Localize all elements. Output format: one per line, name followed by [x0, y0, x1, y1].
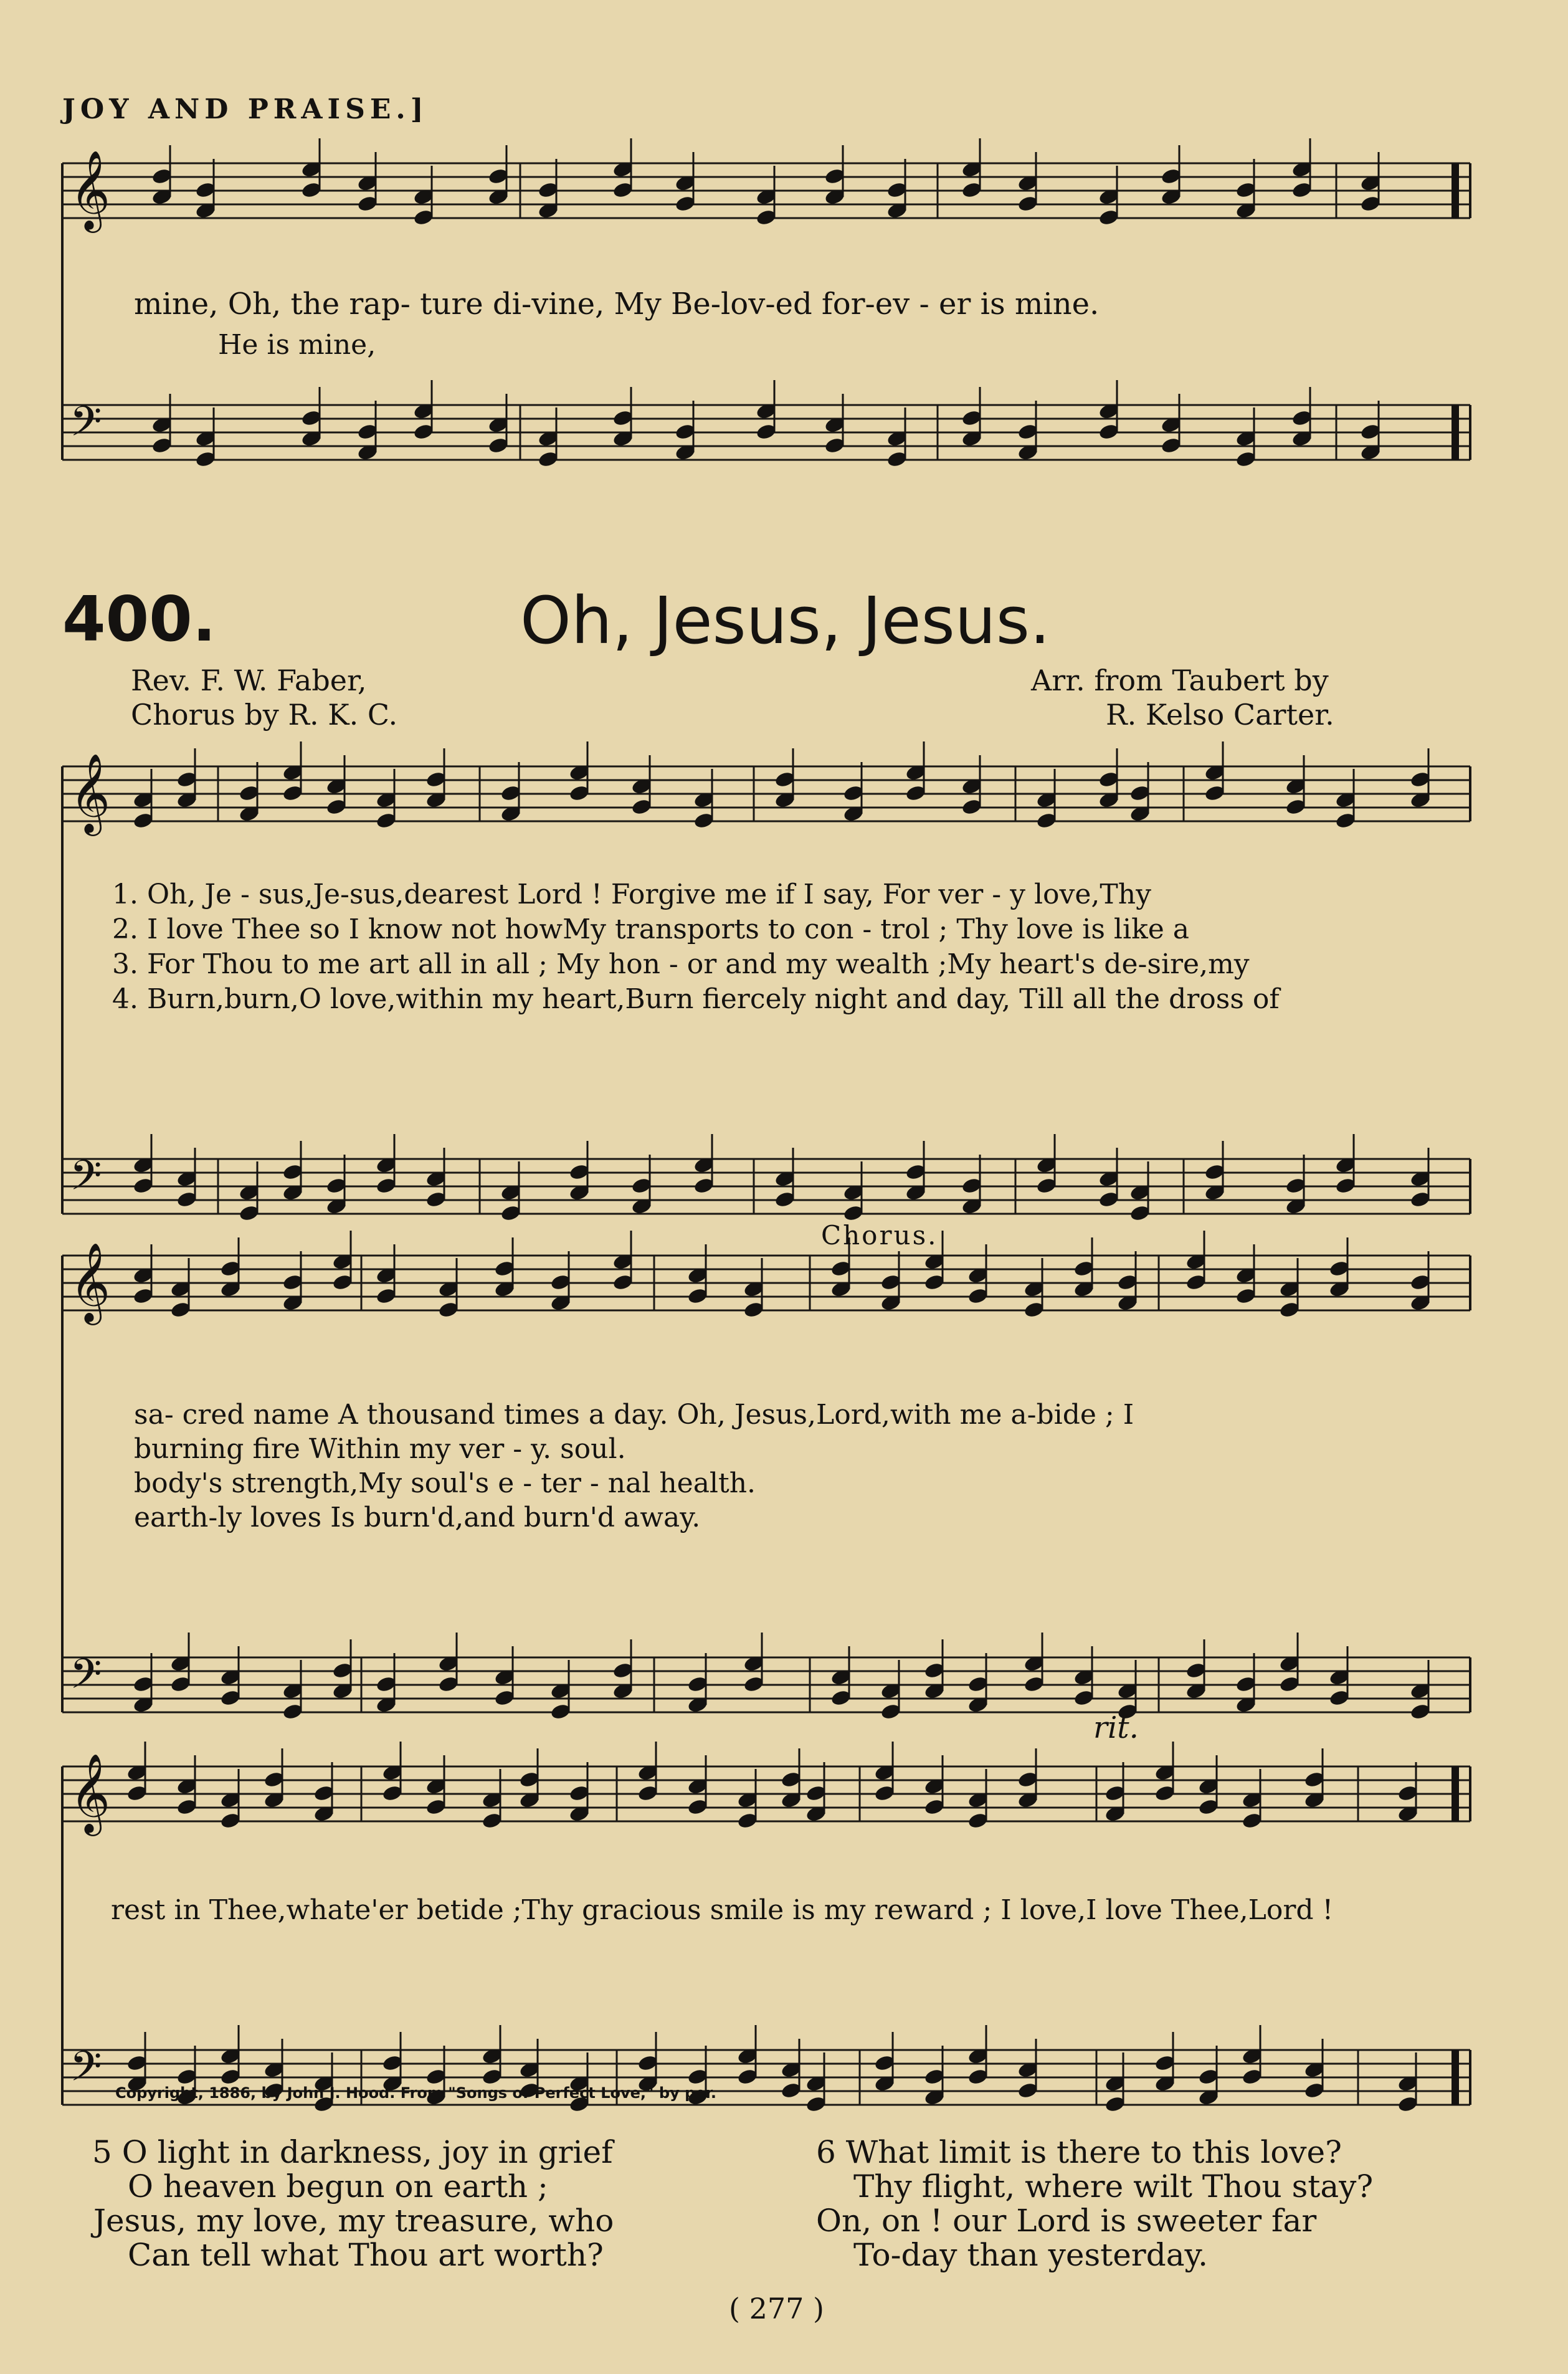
verse-1-line: 1. Oh, Je - sus,Je-sus,dearest Lord ! Forgive me if I say, For ver - y love,Thy	[112, 879, 1151, 910]
svg-text:𝄢: 𝄢	[70, 1650, 102, 1708]
chorus-label: Chorus.	[821, 1220, 938, 1251]
system2-verse-3: body's strength,My soul's e - ter - nal health.	[134, 1467, 756, 1499]
svg-text:𝄞: 𝄞	[70, 150, 111, 229]
stanza-5-line-4: Can tell what Thou art worth?	[128, 2237, 604, 2273]
stanza-6-line-2: Thy flight, where wilt Thou stay?	[853, 2168, 1374, 2205]
page-number: ( 277 )	[729, 2292, 824, 2325]
verse-4-line: 4. Burn,burn,O love,within my heart,Burn fiercely night and day, Till all the dross of	[112, 983, 1280, 1015]
book-header: JOY AND PRAISE.]	[62, 93, 429, 125]
svg-text:𝄞: 𝄞	[70, 753, 111, 832]
system2-verse-4: earth-ly loves Is burn'd,and burn'd away.	[134, 1502, 701, 1533]
svg-text:𝄞: 𝄞	[70, 1753, 111, 1833]
arranger-line-1: Arr. from Taubert by	[1031, 664, 1329, 697]
author-line-1: Rev. F. W. Faber,	[131, 664, 367, 697]
stanza-5-line-2: O heaven begun on earth ;	[128, 2168, 548, 2205]
svg-text:𝄢: 𝄢	[70, 398, 102, 455]
ritardando-marking: rit.	[1093, 1710, 1139, 1745]
stanza-5-line-3: Jesus, my love, my treasure, who	[93, 2203, 614, 2239]
hymn-title: Oh, Jesus, Jesus.	[520, 583, 1050, 659]
stanza-6-line-3: On, on ! our Lord is sweeter far	[816, 2203, 1317, 2239]
system2-verse-1: sa- cred name A thousand times a day. Oh, Jesus,Lord,with me a-bide ; I	[134, 1399, 1134, 1431]
stanza-6-line-4: To-day than yesterday.	[853, 2237, 1209, 2273]
svg-text:𝄞: 𝄞	[70, 1242, 111, 1322]
top-lyric-line: mine, Oh, the rap- ture di-vine, My Be-lov-ed for-ev - er is mine.	[134, 287, 1100, 322]
stanza-5-line-1: 5 O light in darkness, joy in grief	[92, 2134, 613, 2170]
arranger-line-2: R. Kelso Carter.	[1106, 698, 1334, 732]
bass-staff-1	[62, 1159, 1470, 1214]
verse-3-line: 3. For Thou to me art all in all ; My hon - or and my wealth ;My heart's de-sire,my	[112, 948, 1250, 980]
top-lyric-line-2: He is mine,	[218, 329, 376, 361]
treble-staff-2	[62, 1256, 1470, 1310]
author-line-2: Chorus by R. K. C.	[131, 698, 398, 732]
stanza-6-line-1: 6 What limit is there to this love?	[816, 2134, 1342, 2170]
treble-staff-1	[62, 766, 1470, 821]
bass-staff-2	[62, 1657, 1470, 1712]
system2-verse-2: burning fire Within my ver - y. soul.	[134, 1433, 626, 1465]
svg-text:𝄢: 𝄢	[70, 1151, 102, 1209]
system3-lyric: rest in Thee,whate'er betide ;Thy gracious smile is my reward ; I love,I love Thee,Lord !	[111, 1894, 1334, 1926]
hymn-number: 400.	[62, 583, 216, 655]
svg-text:𝄢: 𝄢	[70, 2043, 102, 2100]
verse-2-line: 2. I love Thee so I know not howMy transports to con - trol ; Thy love is like a	[112, 913, 1189, 945]
copyright-notice: Copyright, 1886, by John J. Hood. From "Songs of Perfect Love," by per.	[115, 2084, 717, 2102]
